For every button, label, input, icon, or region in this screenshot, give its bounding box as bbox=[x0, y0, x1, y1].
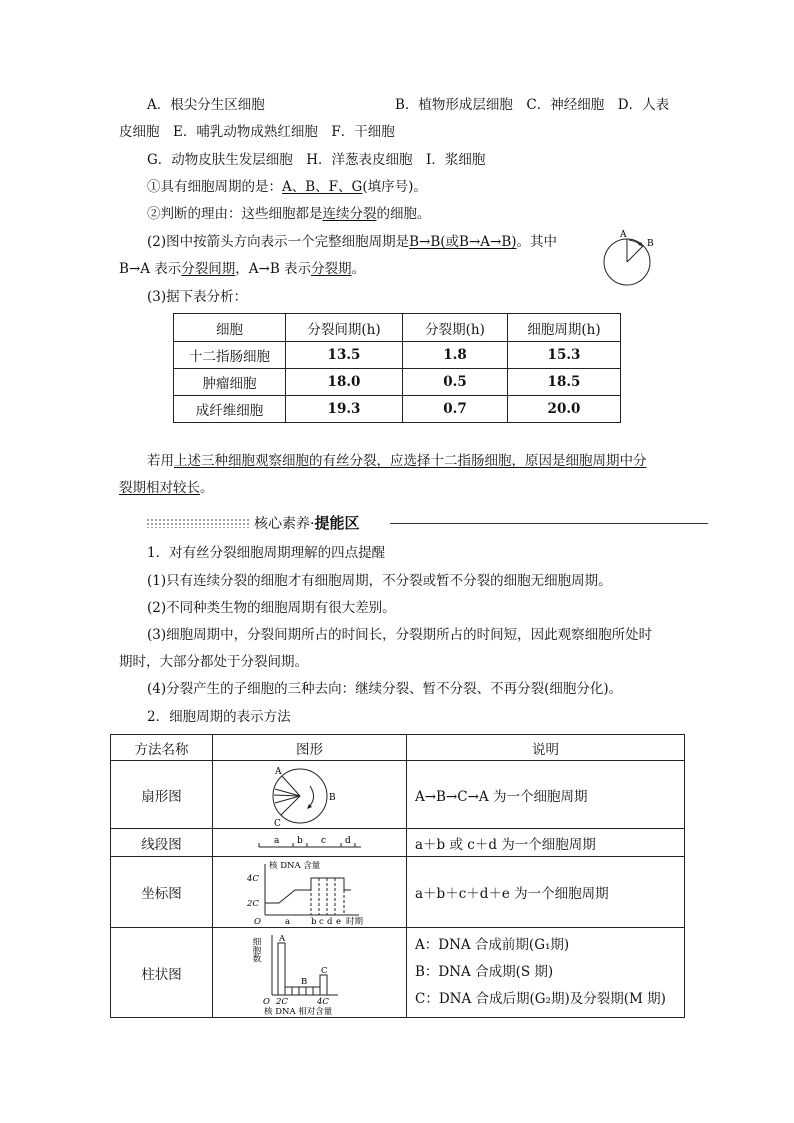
point-3a: (3)细胞周期中，分裂间期所占的时间长，分裂期所占的时间短，因此观察细胞所处时 bbox=[147, 627, 653, 643]
table1-cell: 1.8 bbox=[403, 342, 508, 369]
section-title-b: 提能区 bbox=[314, 514, 360, 532]
point-heading-2: 2．细胞周期的表示方法 bbox=[147, 709, 291, 725]
line-segment-diagram bbox=[255, 833, 365, 853]
desc-line: C：DNA 合成后期(G₂期)及分裂期(M 期) bbox=[415, 991, 666, 1007]
table-row bbox=[111, 857, 685, 928]
q1-answer: A、B、F、G bbox=[282, 179, 363, 195]
conclusion-c: 裂期相对较长 bbox=[119, 480, 200, 496]
table1-cell: 15.3 bbox=[508, 342, 621, 369]
method-name: 柱状图 bbox=[111, 928, 213, 1018]
conclusion-a: 若用 bbox=[147, 453, 174, 469]
table2-header: 方法名称 bbox=[111, 735, 213, 761]
table1-cell: 20.0 bbox=[508, 396, 621, 423]
dna-curve bbox=[265, 878, 351, 903]
coord-xlabel: 时期 bbox=[345, 917, 363, 925]
table-row bbox=[174, 342, 621, 369]
coord-4c: 4C bbox=[246, 874, 259, 884]
bar-diagram bbox=[250, 931, 370, 1015]
sector-label-a: A bbox=[274, 766, 281, 777]
table1-cell: 肿瘤细胞 bbox=[174, 369, 286, 396]
table1-cell: 成纤维细胞 bbox=[174, 396, 286, 423]
bar-small bbox=[306, 987, 313, 995]
bar-small bbox=[292, 987, 299, 995]
q3-suffix: 。其中 bbox=[516, 234, 558, 250]
option-line-2: 皮细胞 E．哺乳动物成熟红细胞 F．干细胞 bbox=[119, 124, 395, 140]
section-header bbox=[146, 514, 708, 532]
question-4-title: (3)据下表分析： bbox=[147, 289, 248, 305]
bar-x2c: 2C bbox=[275, 996, 288, 1007]
table-row bbox=[174, 396, 621, 423]
q2-suffix: 的细胞。 bbox=[376, 206, 431, 222]
table1-cell: 0.5 bbox=[403, 369, 508, 396]
table1-cell: 19.3 bbox=[286, 396, 403, 423]
table-row bbox=[174, 369, 621, 396]
table1-header: 细胞周期(h) bbox=[508, 314, 621, 342]
coord-xa: a bbox=[284, 917, 290, 925]
conclusion-b: 上述三种细胞观察细胞的有丝分裂，应选择十二指肠细胞，原因是细胞周期中分 bbox=[174, 453, 647, 469]
table1-cell: 18.0 bbox=[286, 369, 403, 396]
conclusion-line-2 bbox=[119, 479, 214, 497]
q3-answer: B→B(或B→A→B) bbox=[409, 234, 517, 250]
bar-label-a: A bbox=[278, 933, 285, 944]
sector-label-b: B bbox=[328, 792, 336, 803]
point-4: (4)分裂产生的子细胞的三种去向：继续分裂、暂不分裂、不再分裂(细胞分化)。 bbox=[147, 681, 623, 697]
bar-a bbox=[278, 943, 285, 995]
table1-header: 分裂间期(h) bbox=[286, 314, 403, 342]
method-name: 线段图 bbox=[111, 829, 213, 857]
q3-prefix: (2)图中按箭头方向表示一个完整细胞周期是 bbox=[147, 234, 410, 250]
table1-cell: 13.5 bbox=[286, 342, 403, 369]
question-2 bbox=[147, 205, 431, 223]
bar-label-c: C bbox=[320, 965, 328, 976]
q3-l2-b: 分裂间期 bbox=[181, 261, 236, 277]
segment-label-a: a bbox=[273, 835, 279, 846]
bar-xlabel: 核 DNA 相对含量 bbox=[263, 1006, 332, 1015]
cell-cycle-table bbox=[173, 313, 621, 423]
method-desc bbox=[407, 928, 685, 1018]
line-figure-cell bbox=[213, 829, 407, 857]
table-row bbox=[111, 928, 685, 1018]
q2-answer: 连续分裂 bbox=[322, 206, 377, 222]
method-desc: a＋b＋c＋d＋e 为一个细胞周期 bbox=[407, 857, 685, 928]
section-dots bbox=[146, 518, 250, 528]
table-row bbox=[111, 829, 685, 857]
conclusion-line-1 bbox=[147, 452, 647, 470]
coord-xe: e bbox=[335, 917, 341, 925]
q1-suffix: (填序号)。 bbox=[362, 179, 427, 195]
segment-label-c: c bbox=[320, 835, 326, 846]
coord-origin: O bbox=[253, 917, 261, 925]
coord-xb: b bbox=[310, 917, 316, 925]
q2-prefix: ②判断的理由：这些细胞都是 bbox=[147, 206, 323, 222]
section-rule bbox=[390, 523, 708, 524]
bar-ylabel: 细胞数 bbox=[250, 936, 261, 962]
option-line-1b: B．植物形成层细胞 C．神经细胞 D．人表 bbox=[395, 97, 670, 113]
table1-header: 细胞 bbox=[174, 314, 286, 342]
point-1: (1)只有连续分裂的细胞才有细胞周期，不分裂或暂不分裂的细胞无细胞周期。 bbox=[147, 573, 612, 589]
cycle-methods-table bbox=[110, 734, 685, 1018]
cycle-circle-figure bbox=[598, 226, 662, 290]
option-line-1a: A．根尖分生区细胞 bbox=[147, 97, 265, 113]
question-3-line-2 bbox=[119, 260, 365, 278]
desc-line: B：DNA 合成期(S 期) bbox=[415, 964, 554, 980]
table2-header: 说明 bbox=[407, 735, 685, 761]
table1-cell: 18.5 bbox=[508, 369, 621, 396]
section-title bbox=[254, 514, 359, 533]
q1-prefix: ①具有细胞周期的是： bbox=[147, 179, 282, 195]
method-name: 坐标图 bbox=[111, 857, 213, 928]
bar-origin: O bbox=[262, 996, 270, 1007]
bar-small bbox=[285, 987, 292, 995]
table-row bbox=[111, 761, 685, 829]
sector-label-c: C bbox=[273, 818, 281, 828]
coordinate-diagram bbox=[245, 859, 375, 925]
table1-cell: 0.7 bbox=[403, 396, 508, 423]
coord-xc: c bbox=[318, 917, 324, 925]
radius-b bbox=[627, 246, 643, 262]
q3-l2-d: 分裂期 bbox=[311, 261, 352, 277]
bar-small bbox=[299, 987, 306, 995]
sector-diagram bbox=[260, 762, 360, 828]
desc-line: A：DNA 合成前期(G₁期) bbox=[415, 937, 570, 953]
table2-header: 图形 bbox=[213, 735, 407, 761]
circle-label-b: B bbox=[647, 239, 654, 249]
option-line-3: G．动物皮肤生发层细胞 H．洋葱表皮细胞 I．浆细胞 bbox=[147, 152, 486, 168]
point-3b: 期时，大部分都处于分裂间期。 bbox=[119, 654, 308, 670]
bar-x4c: 4C bbox=[316, 996, 329, 1007]
question-3 bbox=[147, 233, 557, 251]
table1-cell: 十二指肠细胞 bbox=[174, 342, 286, 369]
q3-l2-a: B→A 表示 bbox=[119, 261, 182, 277]
bar-small bbox=[313, 987, 320, 995]
point-heading-1: 1．对有丝分裂细胞周期理解的四点提醒 bbox=[147, 545, 386, 561]
point-2: (2)不同种类生物的细胞周期有很大差别。 bbox=[147, 600, 396, 616]
question-1 bbox=[147, 178, 427, 196]
bar-c bbox=[320, 975, 327, 995]
bar-figure-cell bbox=[213, 928, 407, 1018]
circle-label-a: A bbox=[620, 230, 627, 240]
q3-l2-e: 。 bbox=[351, 261, 366, 277]
method-name: 扇形图 bbox=[111, 761, 213, 829]
method-desc: a＋b 或 c＋d 为一个细胞周期 bbox=[407, 829, 685, 857]
table1-header: 分裂期(h) bbox=[403, 314, 508, 342]
bar-label-b: B bbox=[300, 976, 307, 987]
segment-label-b: b bbox=[296, 835, 303, 846]
section-title-a: 核心素养· bbox=[254, 516, 315, 532]
coord-ylabel: 核 DNA 含量 bbox=[268, 861, 320, 871]
coord-xd: d bbox=[326, 917, 332, 925]
sector-figure-cell bbox=[213, 761, 407, 829]
method-desc: A→B→C→A 为一个细胞周期 bbox=[407, 761, 685, 829]
coord-figure-cell bbox=[213, 857, 407, 928]
conclusion-end: 。 bbox=[200, 480, 214, 496]
coord-2c: 2C bbox=[246, 899, 259, 909]
segment-label-d: d bbox=[344, 835, 351, 846]
q3-l2-c: ，A→B 表示 bbox=[235, 261, 312, 277]
